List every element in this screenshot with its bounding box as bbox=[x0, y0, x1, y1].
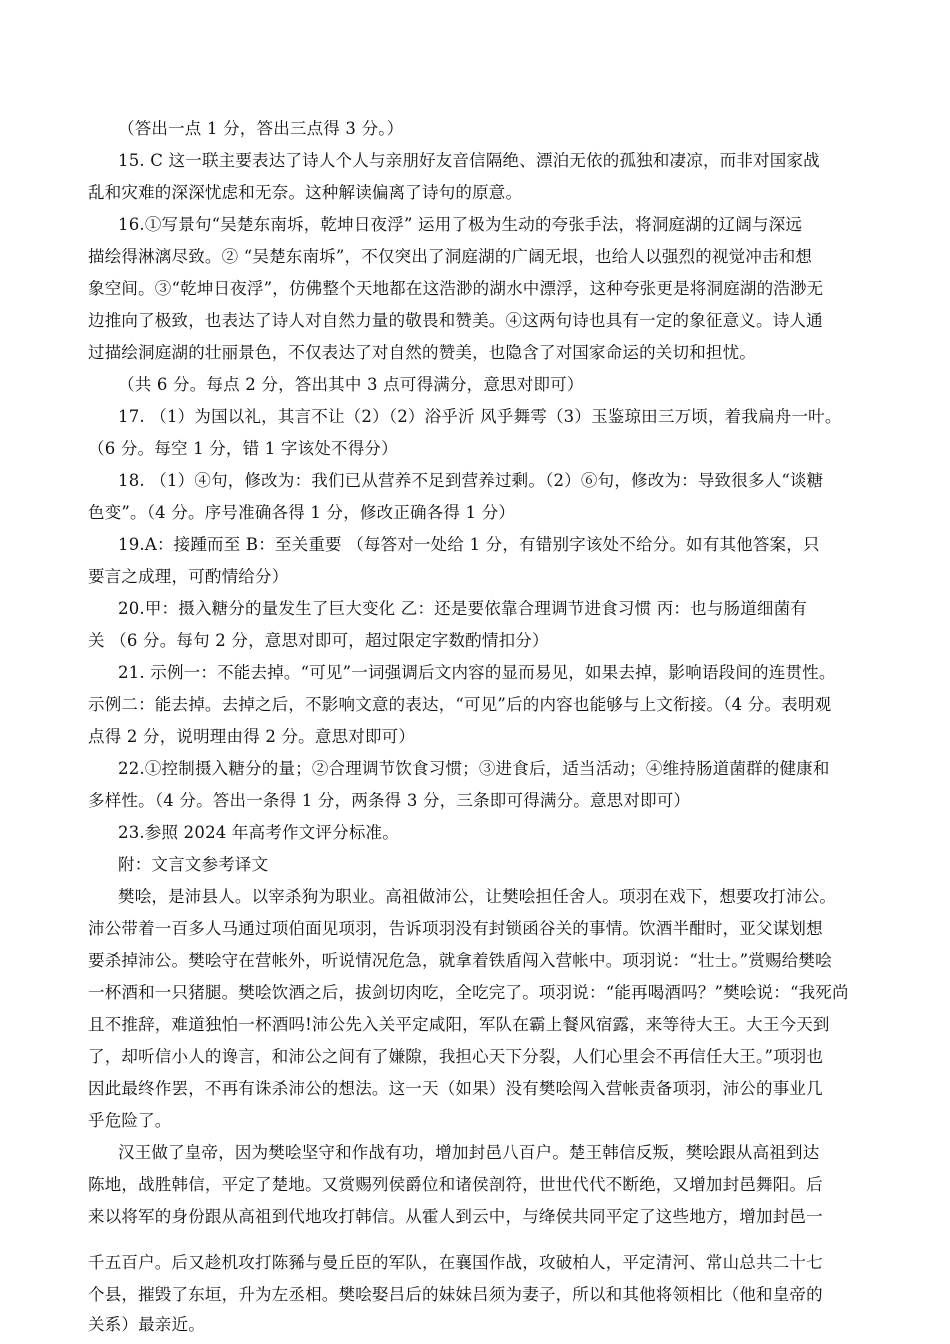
text-line: 16.①写景句“吴楚东南坼，乾坤日夜浮” 运用了极为生动的夸张手法，将洞庭湖的辽阔与深远 bbox=[118, 215, 803, 234]
text-line: 象空间。③“乾坤日夜浮”，仿佛整个天地都在这浩渺的湖水中漂浮，这种夸张更是将洞庭湖的浩渺无 bbox=[88, 279, 824, 298]
text-line: 个县，摧毁了东垣，升为左丞相。樊哙娶吕后的妹妹吕须为妻子，所以和其他将领相比（他和皇帝的 bbox=[88, 1285, 823, 1304]
text-line: （共 6 分。每点 2 分，答出其中 3 点可得满分，意思对即可） bbox=[118, 375, 584, 394]
text-line: 一杯酒和一只猪腿。樊哙饮酒之后，拔剑切肉吃，全吃完了。项羽说：“能再喝酒吗？”樊哙说：“我死尚 bbox=[88, 983, 849, 1002]
text-line: 且不推辞，难道独怕一杯酒吗!沛公先入关平定咸阳，军队在霸上餐风宿露，来等待大王。大王今天到 bbox=[88, 1015, 830, 1034]
text-line: 要言之成理，可酌情给分） bbox=[88, 567, 289, 586]
text-line: 附：文言文参考译文 bbox=[118, 855, 269, 874]
text-line: 沛公带着一百多人马通过项伯面见项羽，告诉项羽没有封锁函谷关的事情。饮酒半酣时，亚父谋划想 bbox=[88, 919, 823, 938]
text-line: 17. （1）为国以礼，其言不让（2）（2）浴乎沂 风乎舞雩（3）玉鉴琼田三万顷，着我扁舟一叶。 bbox=[118, 407, 842, 426]
text-line: 边推向了极致，也表达了诗人对自然力量的敬畏和赞美。④这两句诗也具有一定的象征意义。诗人通 bbox=[88, 311, 823, 330]
text-line: 21. 示例一：不能去掉。“可见”一词强调后文内容的显而易见，如果去掉，影响语段间的连贯性。 bbox=[118, 663, 836, 682]
text-line: 汉王做了皇帝，因为樊哙坚守和作战有功，增加封邑八百户。楚王韩信反叛，樊哙跟从高祖到达 bbox=[118, 1143, 820, 1162]
text-line: 22.①控制摄入糖分的量；②合理调节饮食习惯；③进食后，适当活动；④维持肠道菌群的健康和 bbox=[118, 759, 830, 778]
text-line: 19.A：接踵而至 B：至关重要 （每答对一处给 1 分，有错别字该处不给分。如有其他答案，只 bbox=[118, 535, 820, 554]
text-line: 15. C 这一联主要表达了诗人个人与亲朋好友音信隔绝、漂泊无依的孤独和凄凉，而非对国家战 bbox=[118, 151, 820, 170]
text-line: 乱和灾难的深深忧虑和无奈。这种解读偏离了诗句的原意。 bbox=[88, 183, 523, 202]
text-line: 色变”。（4 分。序号准确各得 1 分，修改正确各得 1 分） bbox=[88, 503, 516, 522]
text-line: 关系）最亲近。 bbox=[88, 1315, 205, 1334]
text-line: 关 （6 分。每句 2 分，意思对即可，超过限定字数酌情扣分） bbox=[88, 631, 549, 650]
text-line: 了，却听信小人的谗言，和沛公之间有了嫌隙，我担心天下分裂，人们心里会不再信任大王。”项羽也 bbox=[88, 1047, 824, 1066]
text-line: 点得 2 分，说明理由得 2 分。意思对即可） bbox=[88, 727, 416, 746]
text-line: 要杀掉沛公。樊哙守在营帐外，听说情况危急，就拿着铁盾闯入营帐中。项羽说：“壮士。”赏赐给樊哙 bbox=[88, 951, 832, 970]
text-line: 18. （1）④句，修改为：我们已从营养不足到营养过剩。（2）⑥句，修改为：导致很多人“谈糖 bbox=[118, 471, 824, 490]
text-line: 20.甲：摄入糖分的量发生了巨大变化 乙：还是要依靠合理调节进食习惯 丙：也与肠道细菌有 bbox=[118, 599, 808, 618]
text-line: 多样性。（4 分。答出一条得 1 分，两条得 3 分，三条即可得满分。意思对即可） bbox=[88, 791, 691, 810]
text-line: （6 分。每空 1 分，错 1 字该处不得分） bbox=[88, 439, 398, 458]
text-line: （答出一点 1 分，答出三点得 3 分。） bbox=[118, 119, 404, 138]
text-line: 23.参照 2024 年高考作文评分标准。 bbox=[118, 823, 399, 842]
text-line: 乎危险了。 bbox=[88, 1111, 172, 1130]
text-line: 示例二：能去掉。去掉之后，不影响文意的表达，“可见”后的内容也能够与上文衔接。（4 分。表明观 bbox=[88, 695, 832, 714]
text-line: 描绘得淋漓尽致。② “吴楚东南坼”，不仅突出了洞庭湖的广阔无垠，也给人以强烈的视觉冲击和想 bbox=[88, 247, 813, 266]
text-line: 千五百户。后又趁机攻打陈豨与曼丘臣的军队，在襄国作战，攻破柏人，平定清河、常山总共二十七 bbox=[88, 1253, 823, 1272]
text-line: 因此最终作罢，不再有诛杀沛公的想法。这一天（如果）没有樊哙闯入营帐责备项羽，沛公的事业几 bbox=[88, 1079, 823, 1098]
text-line: 樊哙，是沛县人。以宰杀狗为职业。高祖做沛公，让樊哙担任舍人。项羽在戏下，想要攻打沛公。 bbox=[118, 887, 837, 906]
text-line: 来以将军的身份跟从高祖到代地攻打韩信。从霍人到云中，与绛侯共同平定了这些地方，增加封邑一 bbox=[88, 1207, 823, 1226]
text-line: 过描绘洞庭湖的壮丽景色，不仅表达了对自然的赞美，也隐含了对国家命运的关切和担忧。 bbox=[88, 343, 756, 362]
text-line: 陈地，战胜韩信，平定了楚地。又赏赐列侯爵位和诸侯剖符，世世代代不断绝，又增加封邑舞阳。后 bbox=[88, 1175, 823, 1194]
